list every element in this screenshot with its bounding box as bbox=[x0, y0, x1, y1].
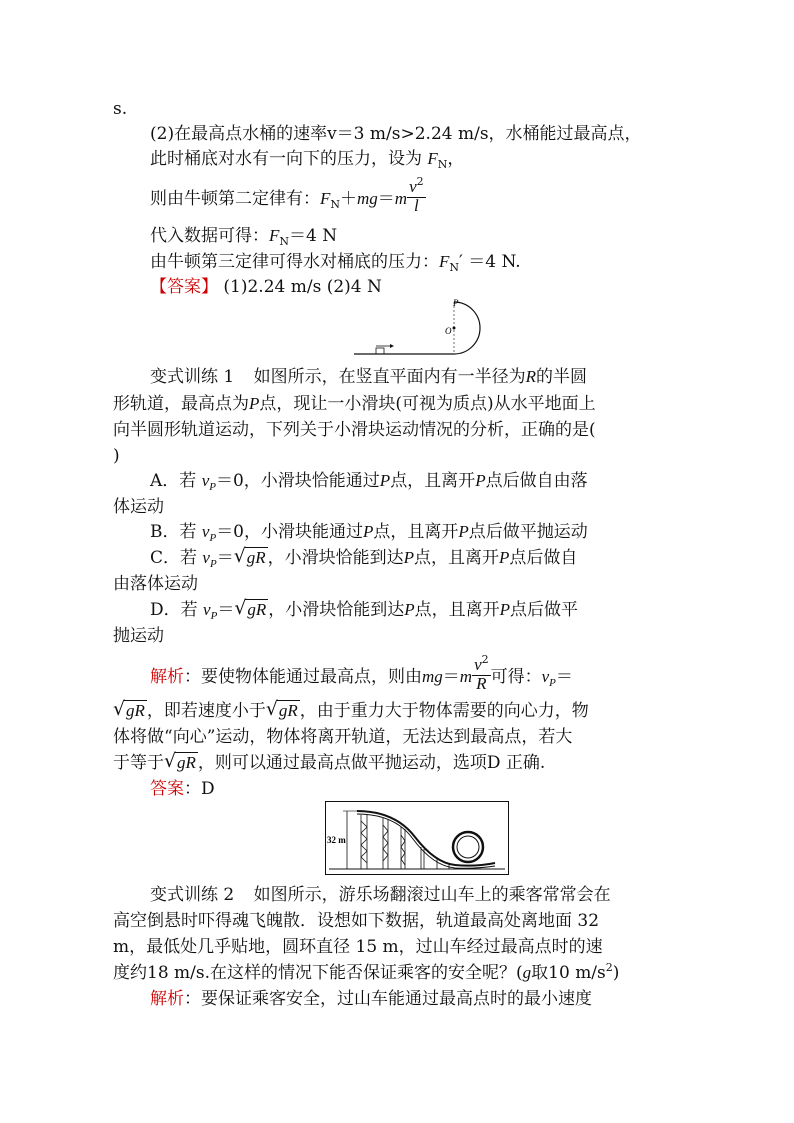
text-fragment: 代入数据可得： bbox=[150, 226, 269, 246]
text-fragment: m bbox=[459, 667, 473, 686]
text-fragment: P bbox=[363, 522, 374, 541]
exercise-title: 变式训练 1 bbox=[150, 367, 235, 387]
semicircle-track-figure bbox=[350, 296, 490, 360]
text-fragment: 则由牛顿第二定律有： bbox=[150, 189, 320, 209]
text-fragment: v bbox=[202, 548, 210, 567]
subscript: N bbox=[437, 158, 448, 171]
text-fragment: 此时桶底对水有一向下的压力，设为 bbox=[150, 149, 422, 169]
label-p: P bbox=[453, 298, 459, 308]
text-fragment: 于等于 bbox=[113, 753, 164, 773]
text-fragment: ，小滑块恰能到达 bbox=[268, 600, 405, 620]
answer-label: 答案 bbox=[150, 779, 184, 799]
text-fragment: P bbox=[249, 394, 260, 413]
option-d-cont: 抛运动 bbox=[113, 626, 164, 646]
text-fragment: mg bbox=[422, 667, 443, 686]
text-fragment: ，小滑块恰能到达 bbox=[267, 548, 404, 568]
text-fragment: ′ ＝4 N. bbox=[459, 252, 521, 272]
text-fragment: 取10 m/s bbox=[531, 963, 606, 983]
text-fragment: v bbox=[201, 522, 210, 541]
subscript: N bbox=[449, 261, 460, 274]
option-d bbox=[150, 599, 578, 623]
fraction bbox=[472, 653, 491, 693]
question-line: 高空倒悬时吓得魂飞魄散．设想如下数据，轨道最高处离地面 32 bbox=[113, 911, 600, 931]
text-fragment: g bbox=[522, 963, 532, 982]
sqrt: √ gR bbox=[233, 545, 266, 567]
text-fragment: R bbox=[476, 674, 487, 693]
symbol: R bbox=[525, 367, 537, 386]
text-line bbox=[150, 225, 337, 249]
text-fragment: B．若 bbox=[150, 522, 202, 542]
text-fragment: P bbox=[403, 548, 414, 567]
force-symbol: F bbox=[320, 189, 331, 208]
text-fragment: ＝ bbox=[555, 667, 573, 687]
text-fragment: ＝ bbox=[442, 667, 460, 687]
text-fragment: P bbox=[404, 600, 415, 619]
text-fragment: v bbox=[541, 667, 550, 686]
text-fragment: 点，且离开 bbox=[373, 522, 459, 542]
text-line: s. bbox=[113, 99, 128, 119]
text-fragment: C．若 bbox=[150, 548, 203, 568]
force-symbol: F bbox=[269, 226, 280, 245]
text-fragment: v bbox=[474, 655, 482, 674]
text-fragment: ＝0，小滑块恰能通过 bbox=[215, 471, 380, 491]
option-a bbox=[150, 470, 588, 494]
text-fragment: ：要保证乘客安全，过山车能通过最高点时的最小速度 bbox=[184, 989, 592, 1009]
symbol: m bbox=[394, 189, 408, 208]
text-fragment: ＝ bbox=[217, 600, 235, 620]
text-line bbox=[150, 251, 521, 275]
text-fragment: l bbox=[413, 196, 419, 215]
center-point bbox=[453, 327, 456, 330]
roller-coaster-figure bbox=[325, 801, 509, 875]
question-line bbox=[150, 884, 611, 906]
text-fragment: 2 bbox=[481, 653, 489, 666]
sqrt: √ gR bbox=[164, 750, 196, 772]
question-line bbox=[150, 366, 587, 388]
text-fragment: 的半圆 bbox=[536, 367, 588, 387]
text-fragment: P bbox=[209, 481, 216, 493]
height-label: 32 m bbox=[327, 835, 346, 845]
text-fragment: ＝ bbox=[216, 548, 234, 568]
question-line: ) bbox=[113, 446, 120, 466]
text-fragment: v bbox=[201, 471, 210, 490]
text-fragment: P bbox=[209, 532, 217, 544]
text-fragment: gR bbox=[246, 548, 266, 567]
text-fragment: 点，且离开 bbox=[390, 471, 476, 491]
text-fragment: ：D bbox=[184, 779, 215, 799]
text-fragment: 点后做自由落 bbox=[485, 471, 588, 491]
text-fragment: P bbox=[498, 548, 510, 567]
slider-block bbox=[376, 348, 384, 354]
answer-text: (1)2.24 m/s (2)4 N bbox=[218, 277, 382, 297]
text-fragment: 2 bbox=[416, 175, 424, 188]
text-fragment: 度约18 m/s.在这样的情况下能否保证乘客的安全呢？( bbox=[113, 963, 523, 983]
question-line: 向半圆形轨道运动，下列关于小滑块运动情况的分析，正确的是( bbox=[113, 420, 596, 440]
symbol: mg bbox=[357, 189, 378, 208]
text-fragment: 可得： bbox=[490, 667, 542, 687]
text-fragment: 如图所示，游乐场翻滚过山车上的乘客常常会在 bbox=[253, 885, 611, 905]
text-fragment: P bbox=[210, 610, 218, 622]
analysis-line bbox=[150, 988, 592, 1010]
text-fragment: ＝0，小滑块能通过 bbox=[216, 522, 364, 542]
text-fragment: P bbox=[379, 471, 391, 490]
text-fragment: ，即若速度小于 bbox=[146, 701, 266, 721]
exercise-title: 变式训练 2 bbox=[150, 885, 235, 905]
text-line: (2)在最高点水桶的速率v＝3 m/s>2.24 m/s，水桶能过最高点， bbox=[150, 124, 642, 144]
text-fragment: 形轨道，最高点为 bbox=[113, 394, 249, 414]
analysis-label: 解析 bbox=[150, 667, 184, 687]
text-fragment: A．若 bbox=[150, 471, 202, 491]
label-o: O bbox=[445, 326, 452, 336]
text-fragment: P bbox=[458, 522, 469, 541]
sqrt: √ gR bbox=[265, 698, 298, 720]
text-fragment: v bbox=[409, 177, 417, 196]
analysis-line bbox=[150, 653, 573, 695]
equals-sign: ＝ bbox=[377, 189, 395, 209]
semicircle-track bbox=[454, 302, 480, 354]
force-symbol: F bbox=[427, 149, 438, 168]
text-fragment: 点后做平 bbox=[510, 600, 578, 620]
sqrt: √ gR bbox=[234, 597, 267, 619]
text-fragment: ，则可以通过最高点做平抛运动，选项D 正确. bbox=[197, 753, 546, 773]
text-fragment: 由牛顿第三定律可得水对桶底的压力： bbox=[150, 252, 439, 272]
option-b bbox=[150, 521, 588, 545]
text-fragment: 点，且离开 bbox=[413, 548, 499, 568]
answer-label: 【答案】 bbox=[150, 277, 218, 297]
text-fragment: D．若 bbox=[150, 600, 204, 620]
text-fragment: gR bbox=[247, 600, 267, 619]
question-line bbox=[113, 962, 619, 986]
text-fragment: ，由于重力大于物体需要的向心力，物 bbox=[299, 701, 589, 721]
text-fragment: 2 bbox=[605, 961, 613, 974]
equation-line bbox=[150, 175, 426, 217]
question-line bbox=[113, 393, 596, 415]
analysis-label: 解析 bbox=[150, 989, 184, 1009]
analysis-line bbox=[113, 752, 545, 774]
text-fragment: gR bbox=[278, 701, 298, 720]
force-symbol: F bbox=[439, 252, 450, 271]
text-fragment: 点，且离开 bbox=[414, 600, 500, 620]
plus-sign: ＋ bbox=[340, 189, 358, 209]
subscript: N bbox=[279, 235, 290, 248]
option-a-cont: 体运动 bbox=[113, 497, 164, 517]
answer-line bbox=[150, 276, 382, 298]
text-fragment: v bbox=[203, 600, 211, 619]
text-fragment: gR bbox=[177, 753, 196, 772]
text-line bbox=[150, 148, 464, 172]
question-line: m，最低处几乎贴地，圆环直径 15 m，过山车经过最高点时的速 bbox=[113, 937, 603, 957]
text-fragment: 点，现让一小滑块(可视为质点)从水平地面上 bbox=[259, 394, 596, 414]
text-fragment: P bbox=[549, 677, 556, 689]
text-fragment: ＝4 N bbox=[289, 226, 338, 246]
text-fragment: P bbox=[499, 600, 510, 619]
answer-line bbox=[150, 778, 215, 800]
subscript: N bbox=[330, 198, 341, 211]
fraction bbox=[407, 175, 426, 215]
option-c bbox=[150, 547, 577, 571]
option-c-cont: 由落体运动 bbox=[113, 574, 198, 594]
text-fragment: P bbox=[475, 471, 486, 490]
analysis-line bbox=[113, 700, 589, 722]
text-fragment: gR bbox=[126, 701, 145, 720]
text-fragment: P bbox=[209, 558, 217, 570]
text-fragment: 如图所示，在竖直平面内有一半径为 bbox=[253, 367, 526, 387]
analysis-line: 体将做“向心”运动，物体将离开轨道，无法达到最高点，若大 bbox=[113, 727, 573, 747]
text-fragment: ：要使物体能通过最高点，则由 bbox=[184, 667, 422, 687]
text-fragment: 点后做自 bbox=[509, 548, 578, 568]
text-fragment: ， bbox=[447, 149, 465, 169]
text-fragment: 点后做平抛运动 bbox=[468, 522, 588, 542]
text-fragment: ) bbox=[612, 963, 620, 983]
sqrt: √ gR bbox=[113, 698, 145, 720]
